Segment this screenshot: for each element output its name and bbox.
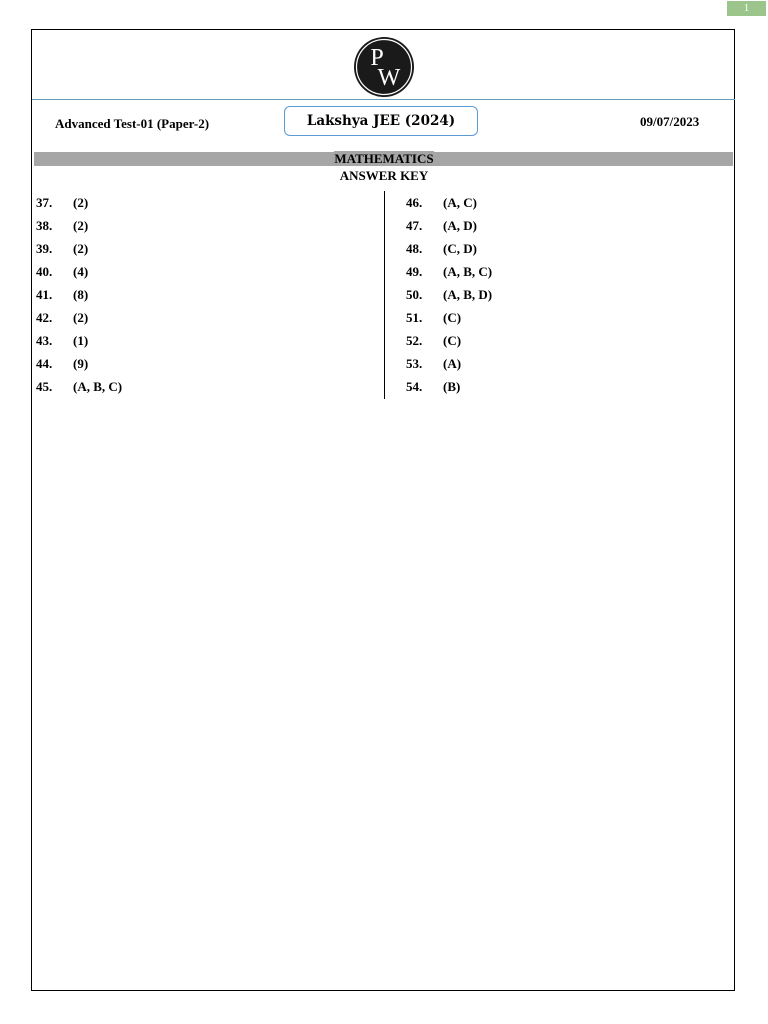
answer-value: (A, C)	[443, 194, 477, 210]
answer-row	[406, 237, 492, 260]
answer-value: (A, B, D)	[443, 286, 493, 302]
subject-label: MATHEMATICS	[334, 151, 434, 166]
answer-value: (9)	[73, 355, 89, 371]
test-date: 09/07/2023	[640, 114, 700, 129]
question-number: 53.	[406, 355, 423, 371]
answer-row	[406, 375, 492, 398]
question-number: 44.	[36, 355, 53, 371]
answer-row	[36, 214, 122, 237]
answer-value: (2)	[73, 309, 89, 325]
answers-right-column	[406, 191, 492, 398]
question-number: 41.	[36, 286, 53, 302]
answer-value: (A, D)	[443, 217, 477, 233]
answer-value: (1)	[73, 332, 89, 348]
header-divider	[32, 99, 735, 100]
answer-row	[406, 352, 492, 375]
answer-value: (B)	[443, 378, 461, 394]
answer-value: (2)	[73, 217, 89, 233]
answer-row	[36, 260, 122, 283]
answer-value: (2)	[73, 194, 89, 210]
question-number: 52.	[406, 332, 423, 348]
pw-logo-icon	[353, 36, 415, 98]
question-number: 51.	[406, 309, 423, 325]
question-number: 49.	[406, 263, 423, 279]
test-name: Advanced Test-01 (Paper-2)	[55, 116, 210, 131]
answer-row	[406, 306, 492, 329]
answer-row	[406, 191, 492, 214]
answers-left-column	[36, 191, 122, 398]
column-divider	[384, 191, 385, 399]
question-number: 40.	[36, 263, 53, 279]
answer-row	[406, 214, 492, 237]
answer-row	[36, 306, 122, 329]
question-number: 42.	[36, 309, 53, 325]
answer-row	[406, 329, 492, 352]
question-number: 46.	[406, 194, 423, 210]
question-number: 43.	[36, 332, 53, 348]
batch-title: Lakshya JEE (2024)	[284, 106, 478, 136]
answer-row	[406, 283, 492, 306]
question-number: 38.	[36, 217, 53, 233]
answer-row	[36, 283, 122, 306]
answer-value: (4)	[73, 263, 89, 279]
answer-value: (A, B, C)	[443, 263, 493, 279]
answer-value: (C)	[443, 309, 462, 325]
question-number: 54.	[406, 378, 423, 394]
question-number: 45.	[36, 378, 53, 394]
answer-row	[406, 260, 492, 283]
answer-row	[36, 352, 122, 375]
answer-key-heading: ANSWER KEY	[339, 168, 429, 183]
answer-row	[36, 329, 122, 352]
answer-value: (A, B, C)	[73, 378, 123, 394]
answer-value: (2)	[73, 240, 89, 256]
answer-value: (A)	[443, 355, 462, 371]
question-number: 48.	[406, 240, 423, 256]
question-number: 50.	[406, 286, 423, 302]
svg-text:W: W	[377, 65, 401, 91]
page-number-badge: 1	[727, 1, 766, 16]
answer-row	[36, 191, 122, 214]
answer-value: (C, D)	[443, 240, 477, 256]
question-number: 47.	[406, 217, 423, 233]
answer-row	[36, 237, 122, 260]
answer-row	[36, 375, 122, 398]
question-number: 39.	[36, 240, 53, 256]
answer-value: (8)	[73, 286, 89, 302]
subject-heading	[0, 151, 768, 167]
svg-text:P: P	[370, 45, 384, 71]
question-number: 37.	[36, 194, 53, 210]
answer-value: (C)	[443, 332, 462, 348]
